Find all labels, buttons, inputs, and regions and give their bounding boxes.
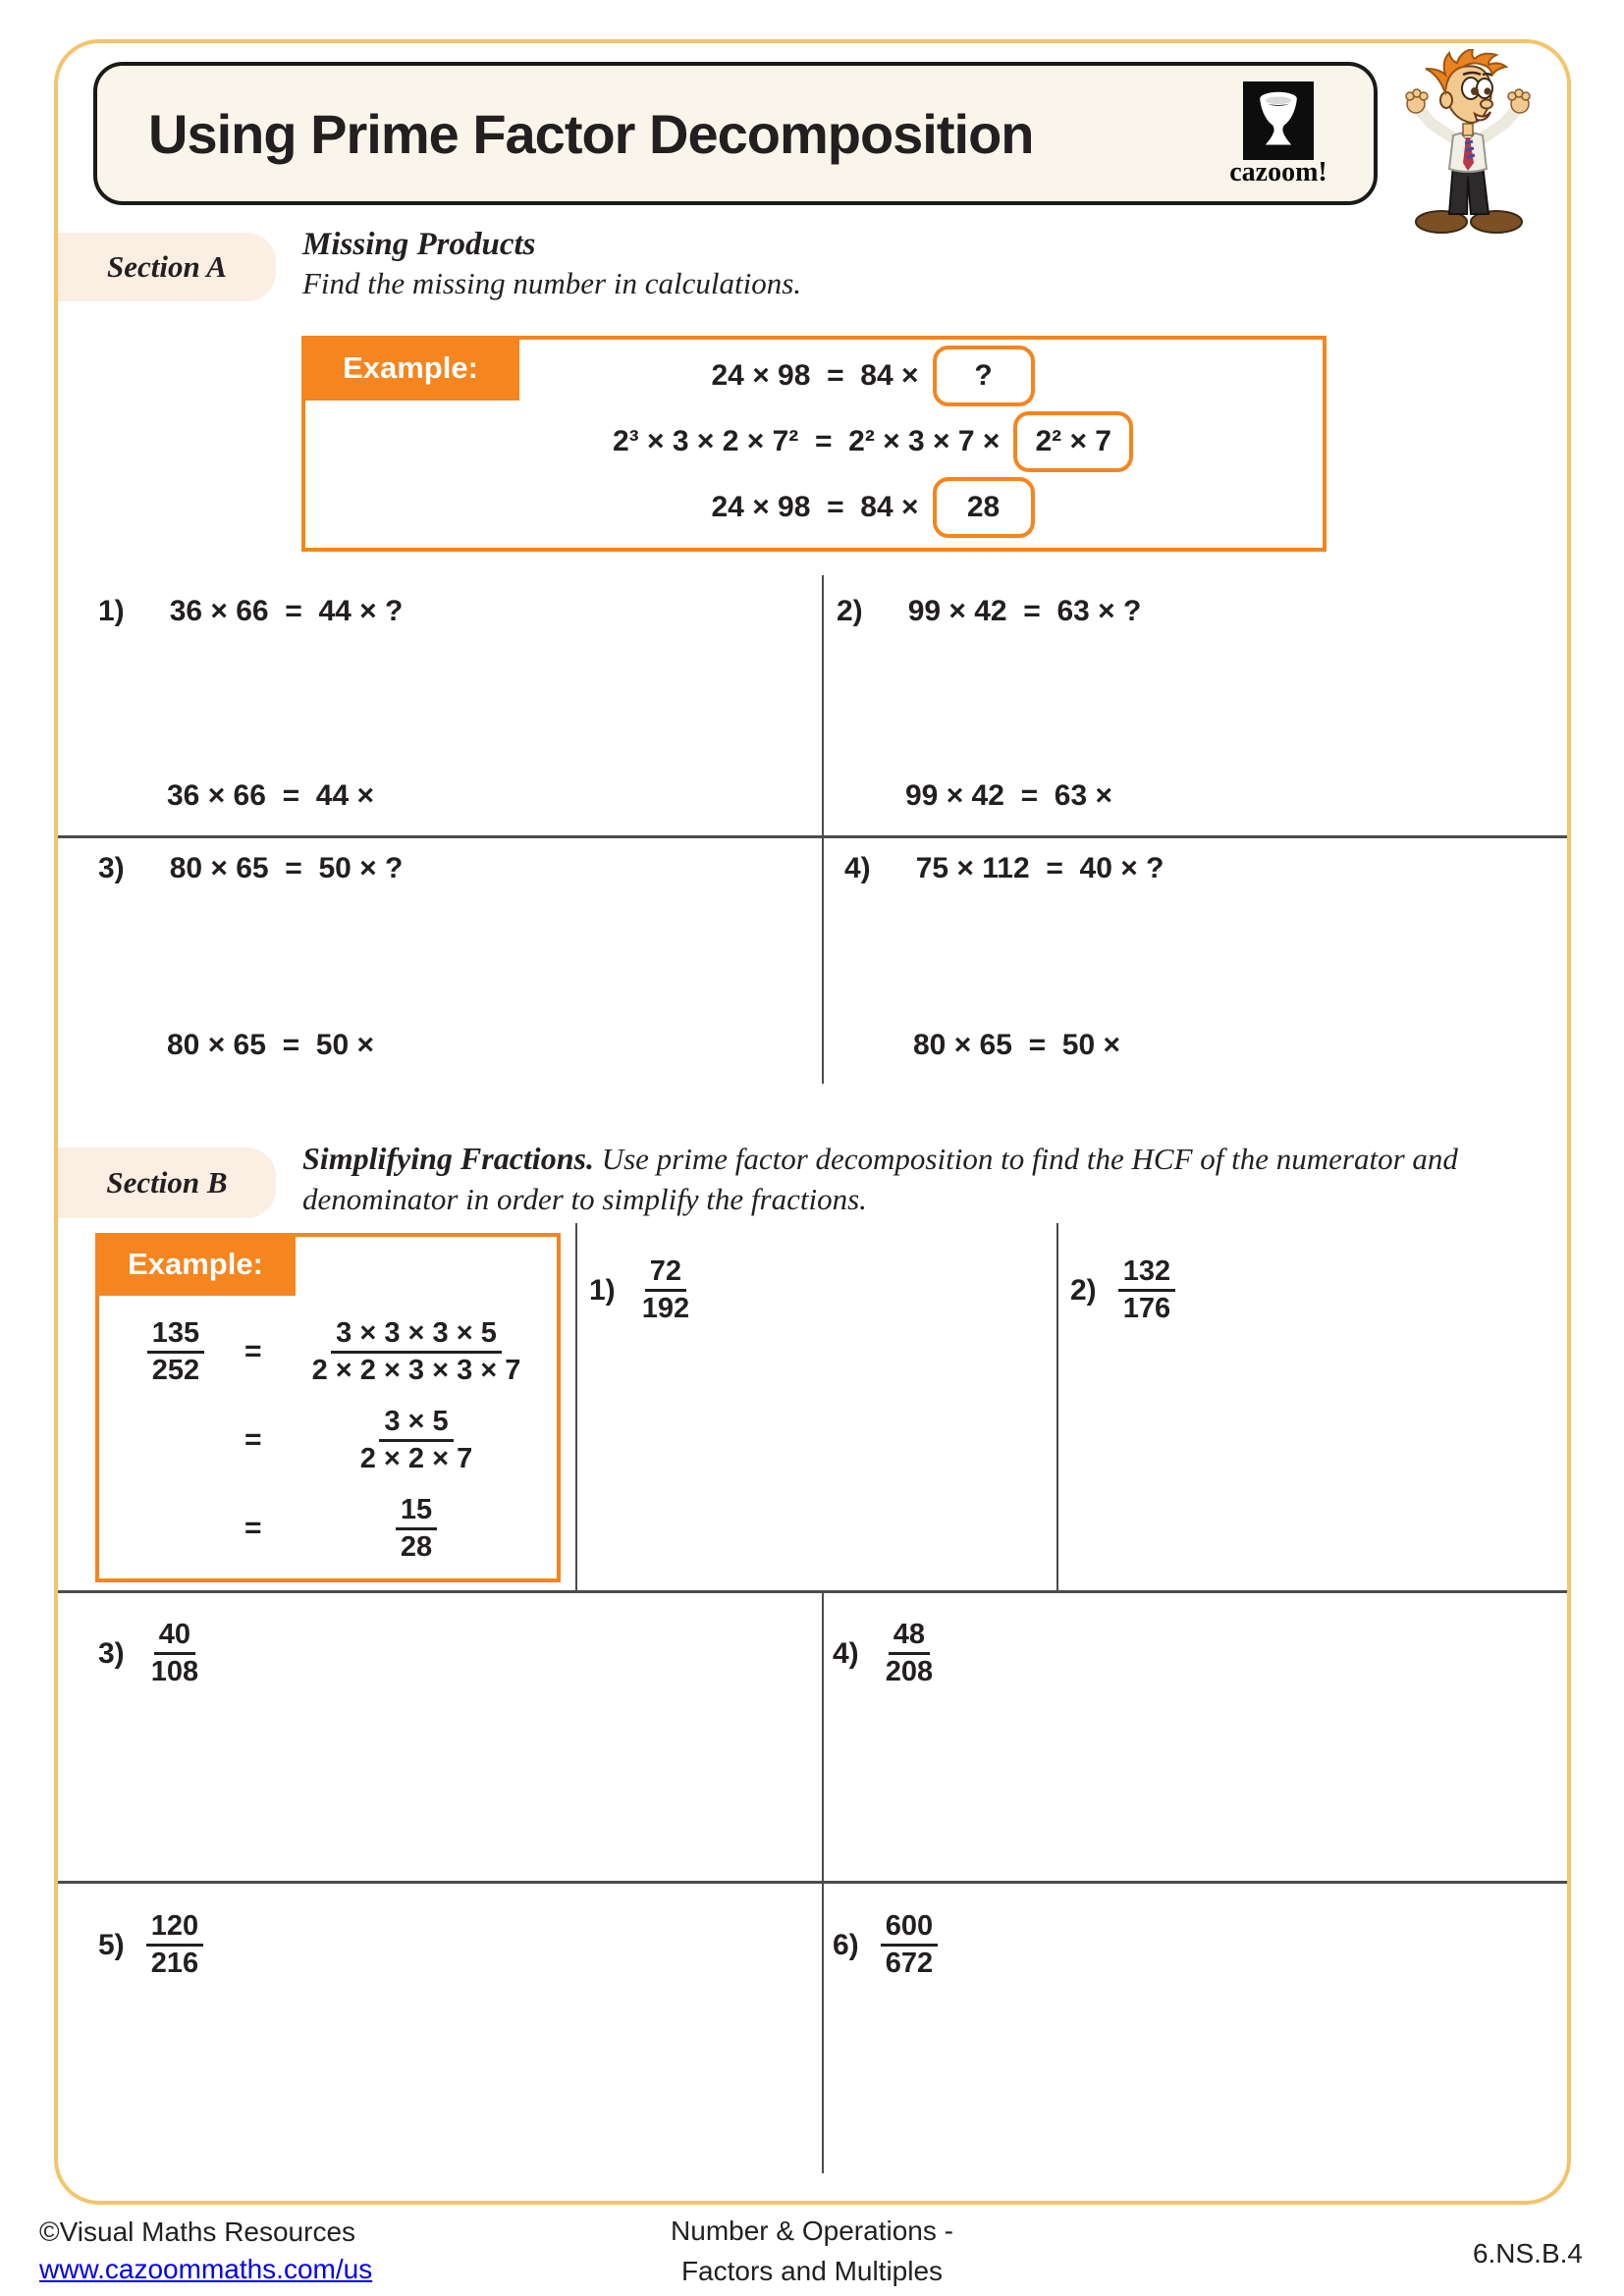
question-b1 [589, 1255, 694, 1326]
logo-wordmark: cazoom! [1229, 157, 1327, 187]
question-b5 [98, 1909, 203, 1981]
example-a-expr-3: 24 × 98 = 84 × [711, 490, 919, 523]
question-a4 [844, 852, 1551, 1076]
question-b2-number: 2) [1070, 1273, 1097, 1307]
question-b2 [1070, 1255, 1175, 1326]
example-b-step2-fraction [355, 1405, 478, 1476]
question-b4 [833, 1618, 938, 1689]
divider-b-horizontal-1 [58, 1590, 1567, 1593]
example-a-answer-box-3: 28 [933, 477, 1035, 538]
fraction-denominator: 208 [885, 1656, 934, 1687]
question-a3-number: 3) [98, 852, 125, 884]
question-a1 [98, 595, 805, 827]
section-b-label [58, 1148, 276, 1218]
fraction-denominator: 2 × 2 × 3 × 3 × 7 [311, 1354, 521, 1386]
fraction-numerator: 120 [146, 1909, 203, 1947]
example-a-lines [462, 344, 1283, 540]
fraction-denominator: 108 [150, 1656, 199, 1687]
fraction-denominator: 216 [150, 1948, 199, 1979]
question-a4-answer-stem: 80 × 65 = 50 × [913, 1029, 1121, 1061]
question-a2-equation: 99 × 42 = 63 × ? [907, 595, 1142, 627]
equals-sign: = [244, 1335, 262, 1367]
footer-topic-line2: Factors and Multiples [680, 2256, 944, 2286]
question-b2-fraction [1118, 1255, 1175, 1326]
fraction-numerator: 132 [1118, 1255, 1175, 1292]
question-b4-fraction [881, 1618, 938, 1689]
fraction-denominator: 28 [400, 1530, 433, 1563]
divider-b-horizontal-2 [58, 1881, 1567, 1884]
footer-copyright: ©Visual Maths Resources [39, 2216, 356, 2247]
question-a3-answer-stem: 80 × 65 = 50 × [167, 1029, 375, 1061]
example-a-expr-1: 24 × 98 = 84 × [711, 359, 919, 393]
section-a-label [58, 233, 276, 301]
question-a1-line [98, 595, 805, 628]
section-a-description: Find the missing number in calculations. [302, 266, 802, 300]
example-a-line-2 [613, 411, 1133, 472]
question-a1-answer-stem: 36 × 66 = 44 × [167, 779, 375, 812]
section-b-heading: Simplifying Fractions. [302, 1141, 594, 1176]
divider-a-vertical [822, 575, 824, 1084]
question-b3-fraction [146, 1618, 203, 1689]
question-a2-line [837, 595, 1543, 628]
question-b1-number: 1) [589, 1273, 616, 1307]
question-a4-number: 4) [844, 852, 871, 884]
divider-b-row3 [822, 1884, 824, 2173]
example-b-tab: Example: [95, 1233, 296, 1296]
example-a-tab: Example: [301, 336, 519, 400]
question-a2-answer-stem: 99 × 42 = 63 × [905, 779, 1113, 812]
question-a3 [98, 852, 805, 1076]
question-a3-equation: 80 × 65 = 50 × ? [169, 852, 404, 884]
question-b4-number: 4) [833, 1636, 859, 1670]
example-b-row-3 [107, 1493, 549, 1565]
section-b-heading-block [302, 1139, 1551, 1219]
example-b-start-fraction [147, 1316, 204, 1388]
question-b3-number: 3) [98, 1636, 125, 1670]
equals-sign: = [244, 1423, 262, 1456]
footer-topic [419, 2211, 1205, 2291]
equals-sign: = [244, 1512, 262, 1544]
fraction-numerator: 40 [154, 1618, 195, 1655]
question-b6-fraction [881, 1909, 938, 1981]
question-a1-equation: 36 × 66 = 44 × ? [169, 595, 404, 627]
question-b5-number: 5) [98, 1928, 125, 1961]
divider-b-row1-left [575, 1223, 577, 1590]
section-b-description: Use prime factor decomposition to find the HCF of the numerator and denominator in order to simplify the fractions. [302, 1142, 1458, 1216]
fraction-denominator: 672 [885, 1948, 934, 1979]
question-a1-number: 1) [98, 595, 125, 627]
footer-standard-code: 6.NS.B.4 [1472, 2238, 1583, 2269]
question-a4-equation: 75 × 112 = 40 × ? [915, 852, 1164, 884]
section-b-label-text: Section B [106, 1165, 228, 1200]
question-a4-line [844, 852, 1551, 885]
section-a-heading: Missing Products [302, 227, 536, 262]
question-a2 [837, 595, 1543, 827]
page-title: Using Prime Factor Decomposition [148, 102, 1034, 165]
question-b6 [833, 1909, 938, 1981]
fraction-denominator: 252 [151, 1354, 200, 1386]
fraction-numerator: 3 × 3 × 3 × 5 [331, 1316, 502, 1354]
fraction-numerator: 600 [881, 1909, 938, 1947]
question-a3-line [98, 852, 805, 885]
fraction-numerator: 72 [645, 1255, 686, 1292]
example-a-answer-box-1: ? [933, 346, 1035, 406]
fraction-denominator: 2 × 2 × 7 [359, 1442, 473, 1474]
example-b-rows [107, 1308, 549, 1573]
fraction-numerator: 3 × 5 [379, 1405, 453, 1442]
example-b-row-2 [107, 1405, 549, 1476]
question-a2-number: 2) [837, 595, 863, 627]
cazoom-logo [1217, 81, 1340, 188]
example-box-b [95, 1233, 561, 1582]
section-a-label-text: Section A [106, 249, 227, 284]
example-a-line-3 [711, 477, 1034, 538]
fraction-denominator: 176 [1122, 1293, 1171, 1324]
example-b-step3-fraction [396, 1493, 437, 1565]
example-b-row-1 [107, 1316, 549, 1388]
mascot-character [1380, 49, 1555, 234]
fraction-numerator: 48 [889, 1618, 930, 1655]
fraction-numerator: 15 [396, 1493, 437, 1530]
divider-a-horizontal [58, 835, 1567, 838]
example-a-expr-2: 2³ × 3 × 2 × 7² = 2² × 3 × 7 × [613, 424, 1001, 457]
footer-website-link[interactable]: www.cazoommaths.com/us [39, 2254, 373, 2284]
example-a-line-1 [711, 346, 1034, 406]
example-b-step1-fraction [307, 1316, 526, 1388]
divider-b-row1-right [1056, 1223, 1058, 1590]
fraction-denominator: 192 [641, 1293, 690, 1324]
divider-b-row2 [822, 1593, 824, 1881]
worksheet-header [93, 62, 1378, 205]
fraction-numerator: 135 [147, 1316, 204, 1354]
question-b5-fraction [146, 1909, 203, 1981]
question-b1-fraction [637, 1255, 694, 1326]
example-box-a [301, 336, 1326, 552]
footer-topic-line1: Number & Operations - [671, 2216, 953, 2246]
example-a-answer-box-2: 2² × 7 [1013, 411, 1133, 472]
question-b3 [98, 1618, 203, 1689]
question-b6-number: 6) [833, 1928, 859, 1961]
drum-icon [1243, 81, 1314, 160]
